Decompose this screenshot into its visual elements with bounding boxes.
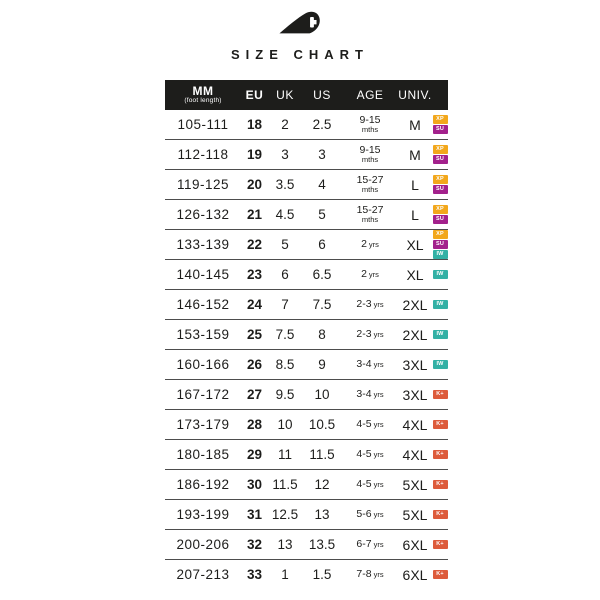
univ-size-value: L (411, 176, 419, 193)
table-row (165, 440, 448, 470)
product-line-badges (432, 390, 448, 399)
uk-size-value: 7 (281, 296, 289, 312)
table-row (165, 290, 448, 320)
us-size-value: 10.5 (308, 416, 336, 432)
mm-range-value: 112-118 (177, 146, 229, 162)
univ-size-value: 6XL (402, 566, 428, 583)
eu-size-value: 24 (246, 296, 263, 312)
product-line-badges (432, 230, 448, 259)
product-line-badges (432, 330, 448, 339)
badge-xp: XP (433, 230, 448, 239)
eu-size-value: 25 (246, 326, 263, 342)
table-body (165, 110, 448, 589)
product-line-badges (432, 360, 448, 369)
eu-size-value: 18 (246, 116, 263, 132)
age-unit: yrs (373, 570, 384, 580)
mm-range-value: 180-185 (176, 446, 230, 462)
age-number: 2 (361, 268, 367, 281)
univ-size-value: M (409, 116, 421, 133)
table-row (165, 350, 448, 380)
univ-size-value: M (409, 146, 421, 163)
age-number: 4-5 (356, 418, 372, 431)
age-number: 9-15 (359, 114, 381, 127)
age-number: 9-15 (359, 144, 381, 157)
age-range-value (342, 539, 398, 550)
product-line-badges (432, 145, 448, 164)
mm-range-value: 105-111 (177, 116, 229, 132)
product-line-badges (432, 480, 448, 489)
mm-range-value: 186-192 (176, 476, 230, 492)
age-unit: mths (361, 215, 379, 225)
table-row (165, 140, 448, 170)
us-size-value: 6 (318, 236, 326, 252)
age-number: 2-3 (356, 298, 372, 311)
age-unit: mths (361, 125, 379, 135)
badge-su: SU (433, 240, 448, 249)
badge-xp: XP (433, 115, 448, 124)
header-uk: UK (276, 88, 294, 102)
age-range-value (342, 299, 398, 310)
product-line-badges (432, 175, 448, 194)
mm-range-value: 133-139 (176, 236, 230, 252)
table-row (165, 200, 448, 230)
age-number: 3-4 (356, 358, 372, 371)
age-range-value (342, 205, 398, 224)
univ-size-value: 6XL (402, 536, 428, 553)
uk-size-value: 7.5 (275, 326, 295, 342)
header-univ: UNIV. (398, 88, 432, 102)
badge-xp: XP (433, 145, 448, 154)
age-range-value (342, 419, 398, 430)
product-line-badges (432, 450, 448, 459)
eu-size-value: 19 (246, 146, 263, 162)
univ-size-value: 2XL (402, 296, 428, 313)
age-number: 15-27 (356, 204, 384, 217)
age-number: 15-27 (356, 174, 384, 187)
table-row (165, 260, 448, 290)
badge-su: SU (433, 215, 448, 224)
uk-size-value: 13 (277, 536, 293, 552)
us-size-value: 6.5 (312, 266, 332, 282)
age-number: 2 (361, 238, 367, 251)
age-unit: yrs (373, 300, 384, 310)
us-size-value: 4 (318, 176, 326, 192)
us-size-value: 11.5 (309, 446, 335, 462)
univ-size-value: L (411, 206, 419, 223)
uk-size-value: 2 (281, 116, 289, 132)
uk-size-value: 9.5 (275, 386, 295, 402)
eu-size-value: 22 (246, 236, 263, 252)
us-size-value: 13.5 (308, 536, 336, 552)
mm-range-value: 207-213 (176, 566, 230, 582)
univ-size-value: XL (406, 236, 424, 253)
age-unit: yrs (373, 450, 384, 460)
us-size-value: 8 (318, 326, 326, 342)
univ-size-value: 4XL (402, 416, 428, 433)
univ-size-value: 5XL (402, 476, 428, 493)
univ-size-value: 3XL (402, 386, 428, 403)
table-row (165, 530, 448, 560)
us-size-value: 13 (314, 506, 330, 522)
us-size-value: 1.5 (312, 566, 332, 582)
uk-size-value: 3 (281, 146, 289, 162)
uk-size-value: 6 (281, 266, 289, 282)
univ-size-value: 5XL (402, 506, 428, 523)
eu-size-value: 30 (246, 476, 263, 492)
age-number: 5-6 (356, 508, 372, 521)
uk-size-value: 8.5 (275, 356, 295, 372)
age-range-value (342, 479, 398, 490)
us-size-value: 3 (318, 146, 326, 162)
age-range-value (342, 115, 398, 134)
mm-range-value: 160-166 (176, 356, 230, 372)
header-mm-label: MM (192, 84, 214, 99)
badge-iw: IW (433, 250, 448, 259)
age-range-value (342, 269, 398, 280)
age-unit: yrs (368, 270, 379, 280)
eu-size-value: 27 (246, 386, 263, 402)
badge-xp: XP (433, 205, 448, 214)
table-row (165, 560, 448, 589)
age-range-value (342, 569, 398, 580)
age-range-value (342, 239, 398, 250)
badge-kplus: K+ (433, 390, 448, 399)
header-eu: EU (245, 88, 264, 102)
eu-size-value: 32 (246, 536, 263, 552)
eu-size-value: 33 (246, 566, 263, 582)
badge-su: SU (433, 155, 448, 164)
table-row (165, 110, 448, 140)
age-number: 7-8 (356, 568, 372, 581)
mm-range-value: 140-145 (176, 266, 230, 282)
age-number: 2-3 (356, 328, 372, 341)
header-mm (165, 85, 241, 105)
table-row (165, 170, 448, 200)
table-row (165, 380, 448, 410)
mm-range-value: 173-179 (176, 416, 230, 432)
mm-range-value: 167-172 (176, 386, 230, 402)
uk-size-value: 1 (281, 566, 289, 582)
badge-kplus: K+ (433, 420, 448, 429)
badge-iw: IW (433, 300, 448, 309)
eu-size-value: 28 (246, 416, 263, 432)
univ-size-value: XL (406, 266, 424, 283)
age-unit: yrs (373, 510, 384, 520)
eu-size-value: 21 (246, 206, 263, 222)
badge-iw: IW (433, 270, 448, 279)
mm-range-value: 146-152 (176, 296, 230, 312)
age-range-value (342, 329, 398, 340)
header-mm-sublabel: (foot length) (184, 97, 222, 105)
age-unit: yrs (373, 480, 384, 490)
uk-size-value: 12.5 (271, 506, 299, 522)
mm-range-value: 193-199 (176, 506, 230, 522)
uk-size-value: 11 (277, 446, 292, 462)
us-size-value: 10 (314, 386, 330, 402)
univ-size-value: 3XL (402, 356, 428, 373)
badge-kplus: K+ (433, 480, 448, 489)
age-range-value (342, 359, 398, 370)
badge-kplus: K+ (433, 450, 448, 459)
age-unit: yrs (373, 420, 384, 430)
age-range-value (342, 175, 398, 194)
mm-range-value: 119-125 (176, 176, 230, 192)
age-number: 3-4 (356, 388, 372, 401)
page-title: SIZE CHART (231, 47, 369, 62)
badge-kplus: K+ (433, 540, 448, 549)
table-row (165, 410, 448, 440)
age-unit: yrs (373, 390, 384, 400)
mm-range-value: 200-206 (176, 536, 230, 552)
uk-size-value: 11.5 (272, 476, 298, 492)
age-unit: mths (361, 155, 379, 165)
badge-kplus: K+ (433, 510, 448, 519)
product-line-badges (432, 420, 448, 429)
age-unit: yrs (373, 540, 384, 550)
product-line-badges (432, 115, 448, 134)
badge-su: SU (433, 125, 448, 134)
table-row (165, 500, 448, 530)
eu-size-value: 23 (246, 266, 263, 282)
brand-logo-icon (279, 8, 321, 36)
product-line-badges (432, 205, 448, 224)
size-chart-table (165, 80, 448, 589)
product-line-badges (432, 300, 448, 309)
age-range-value (342, 449, 398, 460)
univ-size-value: 2XL (402, 326, 428, 343)
age-range-value (342, 145, 398, 164)
header-us: US (313, 88, 331, 102)
badge-iw: IW (433, 360, 448, 369)
us-size-value: 7.5 (312, 296, 332, 312)
uk-size-value: 3.5 (275, 176, 295, 192)
table-header-row (165, 80, 448, 110)
age-range-value (342, 509, 398, 520)
badge-su: SU (433, 185, 448, 194)
us-size-value: 9 (318, 356, 326, 372)
uk-size-value: 5 (281, 236, 289, 252)
mm-range-value: 126-132 (176, 206, 230, 222)
us-size-value: 12 (314, 476, 330, 492)
age-number: 4-5 (356, 478, 372, 491)
us-size-value: 5 (318, 206, 326, 222)
badge-xp: XP (433, 175, 448, 184)
eu-size-value: 29 (246, 446, 263, 462)
univ-size-value: 4XL (402, 446, 428, 463)
age-number: 6-7 (356, 538, 372, 551)
age-unit: yrs (373, 330, 384, 340)
age-unit: mths (361, 185, 379, 195)
eu-size-value: 20 (246, 176, 263, 192)
age-number: 4-5 (356, 448, 372, 461)
badge-kplus: K+ (433, 570, 448, 579)
table-row (165, 230, 448, 260)
product-line-badges (432, 510, 448, 519)
age-range-value (342, 389, 398, 400)
product-line-badges (432, 540, 448, 549)
us-size-value: 2.5 (312, 116, 332, 132)
uk-size-value: 10 (277, 416, 293, 432)
header-age: AGE (356, 88, 384, 102)
mm-range-value: 153-159 (176, 326, 230, 342)
age-unit: yrs (368, 240, 379, 250)
uk-size-value: 4.5 (275, 206, 295, 222)
product-line-badges (432, 270, 448, 279)
product-line-badges (432, 570, 448, 579)
eu-size-value: 26 (246, 356, 263, 372)
eu-size-value: 31 (246, 506, 263, 522)
age-unit: yrs (373, 360, 384, 370)
table-row (165, 320, 448, 350)
table-row (165, 470, 448, 500)
badge-iw: IW (433, 330, 448, 339)
